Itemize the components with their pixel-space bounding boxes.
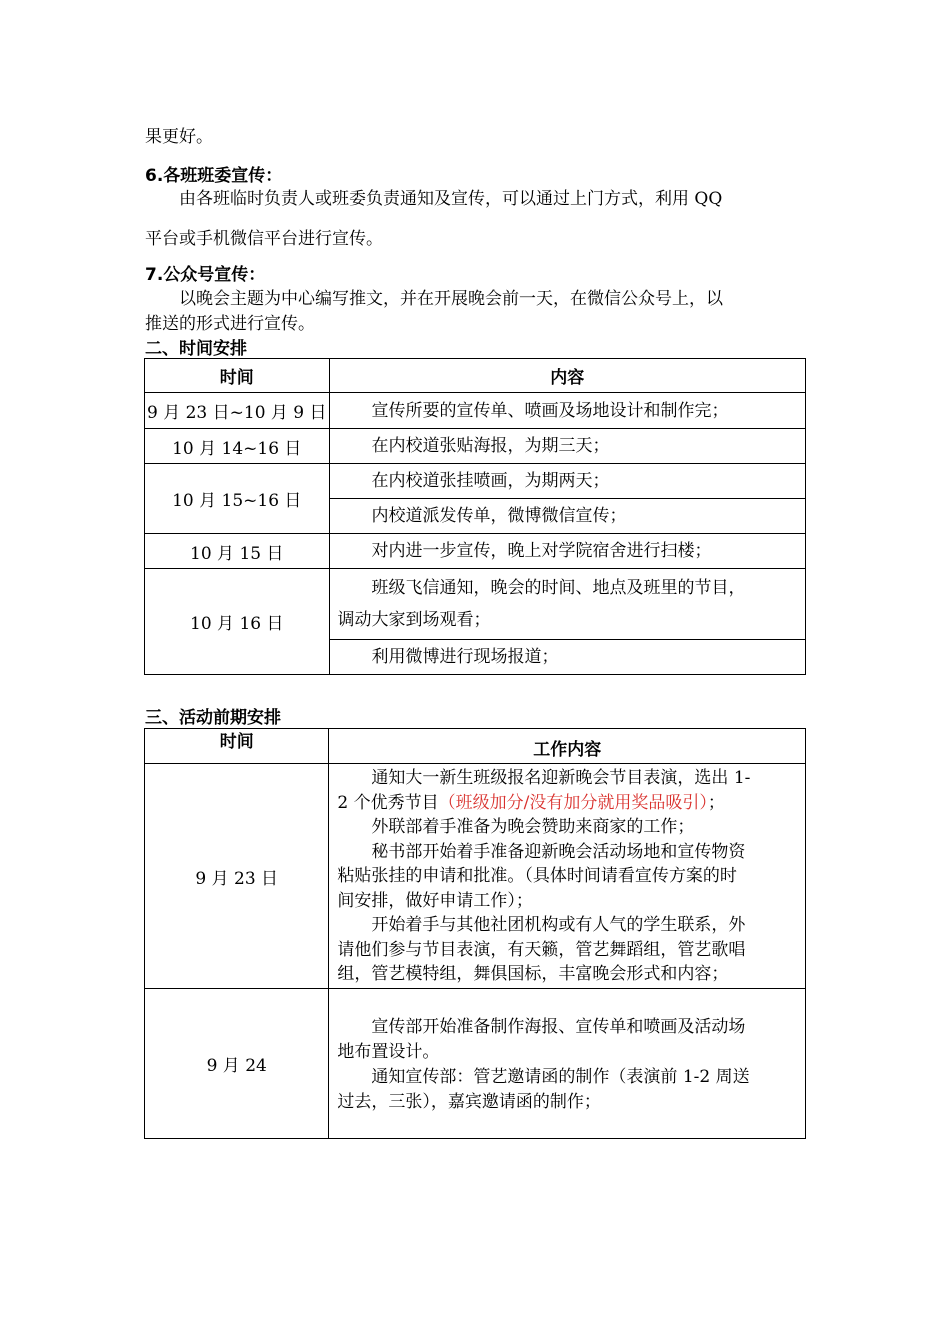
table-header-row bbox=[145, 729, 806, 764]
paragraph-continuation: 果更好。 bbox=[145, 127, 213, 147]
row-time: 10 月 14~16 日 bbox=[145, 429, 330, 464]
section-7-heading: 7.公众号宣传： bbox=[145, 265, 266, 285]
table-row bbox=[145, 429, 806, 464]
publicity-line-2: 地布置设计。 bbox=[337, 1042, 440, 1062]
table-row bbox=[145, 764, 806, 989]
secretary-line-2: 粘贴张挂的申请和批准。（具体时间请看宣传方案的时 bbox=[337, 866, 737, 886]
secretary-line-3: 间安排，做好申请工作）； bbox=[337, 890, 533, 911]
publicity-line: 宣传部开始准备制作海报、宣传单和喷画及活动场 bbox=[371, 1017, 746, 1037]
schedule-table bbox=[144, 358, 806, 675]
section-6-heading: 6.各班班委宣传： bbox=[145, 166, 283, 186]
row-time: 10 月 15~16 日 bbox=[145, 464, 330, 534]
row-content: 利用微博进行现场报道； bbox=[371, 647, 559, 667]
section-2-heading: 二、时间安排 bbox=[145, 339, 247, 359]
contact-line-2: 请他们参与节目表演，有天籁，管艺舞蹈组，管艺歌唱 bbox=[337, 939, 746, 960]
table-row bbox=[145, 569, 806, 640]
row-content: 在内校道张挂喷画，为期两天； bbox=[371, 471, 610, 491]
invitation-line: 通知宣传部：管艺邀请函的制作（表演前 1-2 周送 bbox=[371, 1067, 750, 1087]
section-6-line2: 平台或手机微信平台进行宣传。 bbox=[145, 229, 383, 249]
row-content-cont: 调动大家到场观看； bbox=[337, 610, 491, 630]
contact-line-3: 组，管艺模特组，舞俱国标，丰富晚会形式和内容； bbox=[337, 964, 729, 984]
row-time: 10 月 16 日 bbox=[145, 569, 330, 675]
row-time: 10 月 15 日 bbox=[145, 534, 330, 569]
header-time: 时间 bbox=[145, 729, 329, 764]
contact-line: 开始着手与其他社团机构或有人气的学生联系，外 bbox=[371, 915, 746, 935]
pre-activity-table bbox=[144, 728, 806, 1139]
section-7-line1: 以晚会主题为中心编写推文，并在开展晚会前一天，在微信公众号上，以 bbox=[179, 289, 723, 309]
row-time: 9 月 23 日 bbox=[145, 764, 329, 989]
table-row bbox=[145, 534, 806, 569]
row-time: 9 月 24 bbox=[145, 989, 329, 1139]
section-6-line1: 由各班临时负责人或班委负责通知及宣传，可以通过上门方式，利用 QQ bbox=[179, 189, 723, 209]
sponsor-line: 外联部着手准备为晚会赞助来商家的工作； bbox=[371, 817, 695, 837]
header-work-content: 工作内容 bbox=[329, 729, 806, 764]
row-content: 在内校道张贴海报，为期三天； bbox=[371, 436, 610, 456]
row-content: 宣传所要的宣传单、喷画及场地设计和制作完； bbox=[371, 400, 729, 421]
notice-line: 通知大一新生班级报名迎新晚会节目表演，选出 1- bbox=[371, 768, 751, 788]
row-time: 9 月 23 日~10 月 9 日 bbox=[145, 393, 330, 429]
table-header-row bbox=[145, 359, 806, 393]
section-3-heading: 三、活动前期安排 bbox=[145, 708, 281, 728]
reward-note: （班级加分/没有加分就用奖品吸引） bbox=[438, 792, 708, 813]
row-content: 班级飞信通知，晚会的时间、地点及班里的节目， bbox=[371, 578, 746, 598]
header-content: 内容 bbox=[329, 359, 805, 393]
invitation-line-2: 过去，三张），嘉宾邀请函的制作； bbox=[337, 1092, 601, 1112]
table-row bbox=[145, 464, 806, 499]
notice-line-cont: 2 个优秀节目（班级加分/没有加分就用奖品吸引）； bbox=[337, 792, 725, 813]
table-row bbox=[145, 989, 806, 1139]
row-content: 内校道派发传单，微博微信宣传； bbox=[371, 506, 627, 526]
table-row bbox=[145, 393, 806, 429]
row-content: 对内进一步宣传，晚上对学院宿舍进行扫楼； bbox=[371, 541, 712, 561]
header-time: 时间 bbox=[145, 359, 330, 393]
secretary-line: 秘书部开始着手准备迎新晚会活动场地和宣传物资 bbox=[371, 841, 746, 862]
section-7-line2: 推送的形式进行宣传。 bbox=[145, 314, 315, 334]
